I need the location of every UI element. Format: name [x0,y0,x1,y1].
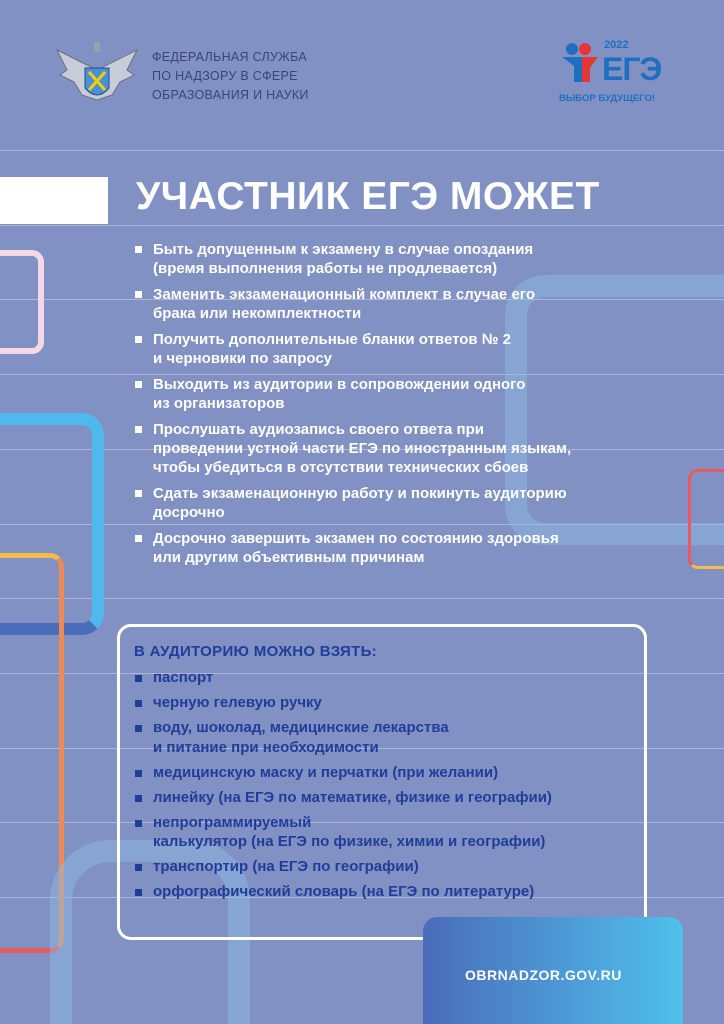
list-item [134,718,639,757]
list-item-line: паспорт [153,669,214,686]
list-item-line: или другим объективным причинам [153,549,425,566]
list-item [134,763,639,783]
list-item-line: линейку (на ЕГЭ по математике, физике и географии) [153,788,552,806]
list-item [134,693,639,713]
list-item-line: воду, шоколад, медицинские лекарства [153,719,449,736]
list-item [134,375,694,413]
list-item-line: Быть допущенным к экзамену в случае опоздания [153,241,534,258]
rosobrnadzor-emblem [52,40,142,110]
ege-slogan: ВЫБОР БУДУЩЕГО! [559,93,655,104]
list-item-line: орфографический словарь (на ЕГЭ по литературе) [153,883,535,900]
list-item-line: медицинскую маску и перчатки (при желании) [153,763,499,781]
list-item [134,529,694,567]
list-item-line: (время выполнения работы не продлевается) [153,260,498,277]
background-line [0,598,724,599]
list-item [134,330,694,368]
ege-name: ЕГЭ [602,51,662,87]
org-line: ОБРАЗОВАНИЯ И НАУКИ [152,88,309,102]
background-line [0,150,724,151]
list-item-line: Прослушать аудиозапись своего ответа при [153,421,484,438]
list-item-line: непрограммируемый [153,813,312,831]
website-link[interactable]: OBRNADZOR.GOV.RU [465,967,622,983]
list-item [134,420,694,477]
list-item-line: чтобы убедиться в отсутствии технических сбоев [153,459,529,476]
ege-year: 2022 [604,39,629,51]
list-item [134,788,639,808]
list-item-line: Выходить из аудитории в сопровождении одного [153,376,526,393]
list-item-line: транспортир (на ЕГЭ по географии) [153,858,419,875]
list-item [134,882,639,902]
list-item-line: калькулятор (на ЕГЭ по физике, химии и географии) [153,833,546,850]
ege-logo [556,40,676,110]
list-item-line: Заменить экзаменационный комплект в случае его [153,286,535,303]
org-line: ФЕДЕРАЛЬНАЯ СЛУЖБА [152,50,307,64]
list-item [134,240,694,278]
list-item-line: Сдать экзаменационную работу и покинуть аудиторию [153,485,567,502]
list-item [134,484,694,522]
list-item-line: брака или некомплектности [153,305,362,322]
list-item-line: и черновики по запросу [153,350,333,367]
page-title: УЧАСТНИК ЕГЭ МОЖЕТ [136,175,600,218]
allowed-items-title: В АУДИТОРИЮ МОЖНО ВЗЯТЬ: [134,643,377,660]
org-line: ПО НАДЗОРУ В СФЕРЕ [152,69,298,83]
organization-name [152,48,309,105]
list-item-line: из организаторов [153,395,285,412]
rights-list [134,240,694,574]
list-item-line: Досрочно завершить экзамен по состоянию здоровья [153,530,559,547]
title-accent-bar [0,177,108,224]
ege-figures-icon [560,42,600,84]
list-item [134,857,639,877]
decor-frame-pink [0,250,44,354]
list-item-line: Получить дополнительные бланки ответов № 2 [153,331,512,348]
background-line [0,225,724,226]
list-item [134,813,639,852]
list-item-line: проведении устной части ЕГЭ по иностранным языкам, [153,440,572,457]
allowed-items-list [134,668,639,907]
list-item-line: и питание при необходимости [153,738,379,756]
list-item-line: черную гелевую ручку [153,694,322,711]
list-item [134,285,694,323]
list-item-line: досрочно [153,504,225,521]
list-item [134,668,639,688]
